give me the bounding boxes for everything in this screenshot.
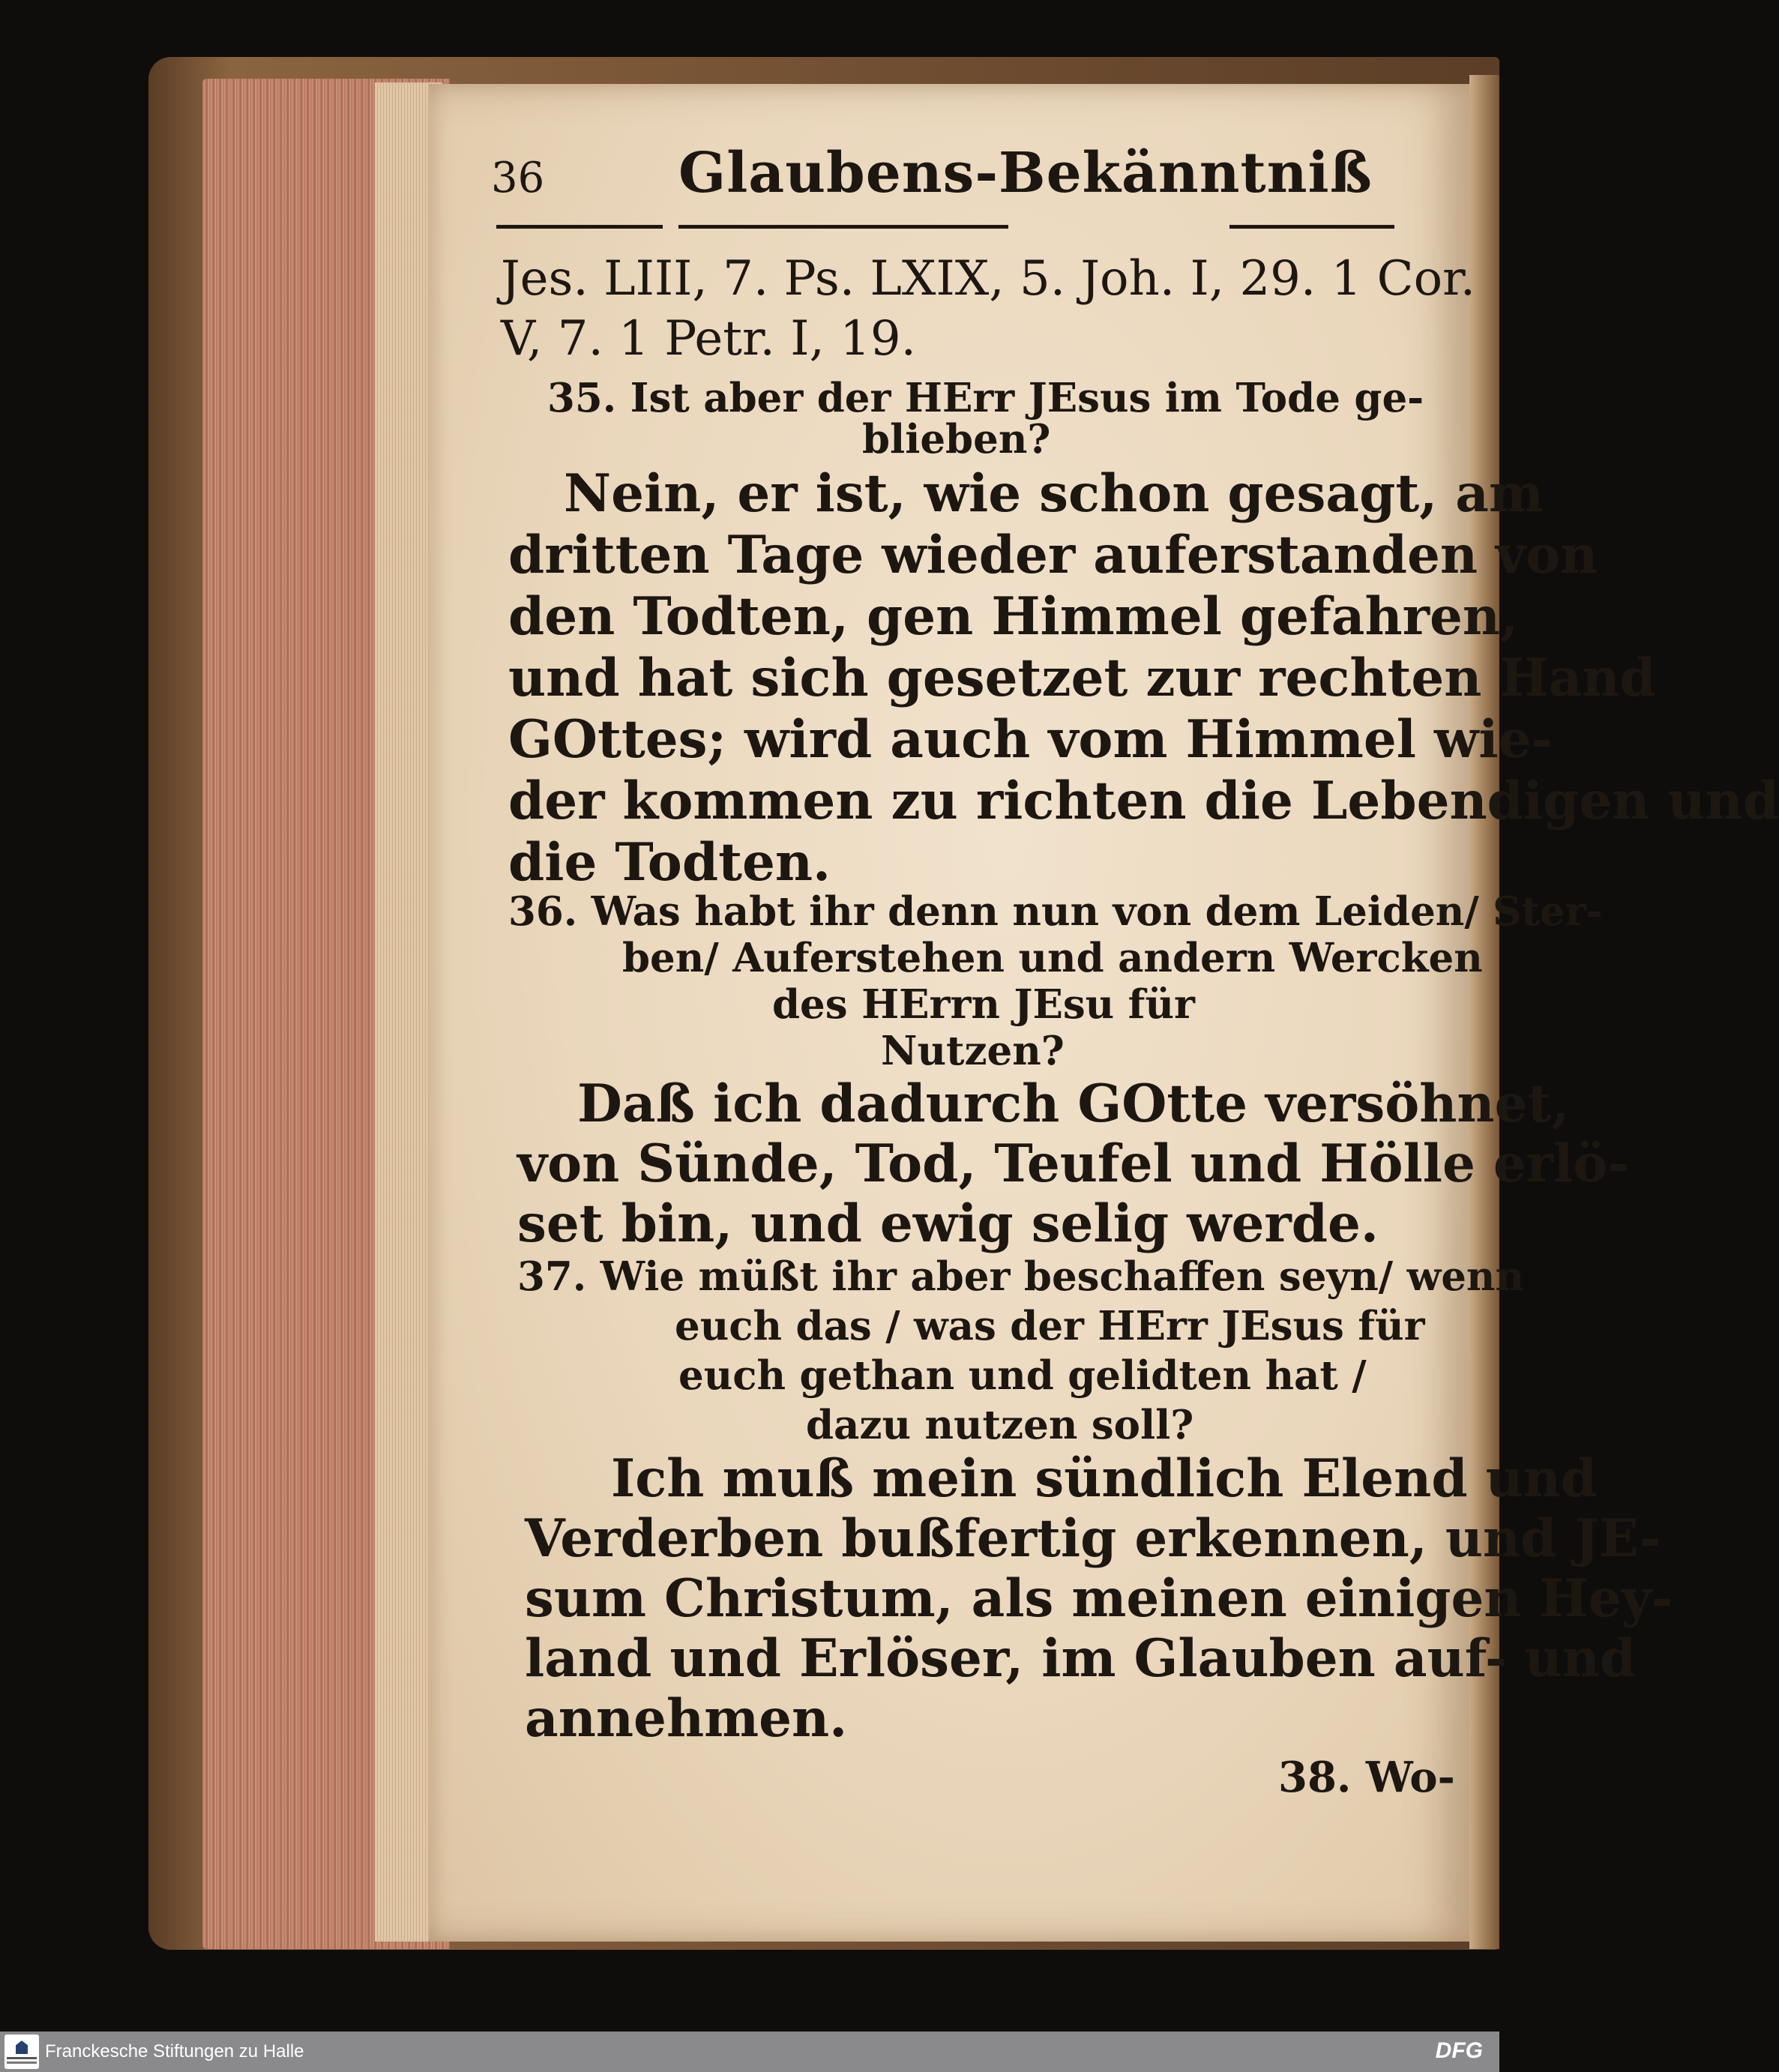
question-36-line: Nutzen?	[881, 1028, 1065, 1074]
funder-logo: DFG	[1435, 2038, 1483, 2063]
question-36-line: ben/ Auferstehen und andern Wercken	[622, 935, 1483, 981]
answer-35-line: die Todten.	[508, 832, 831, 893]
answer-36-line: von Sünde, Tod, Teufel und Hölle erlö-	[517, 1133, 1629, 1194]
question-37-line: euch das / was der HErr JEsus für	[675, 1303, 1425, 1349]
viewer-footer	[0, 2032, 1499, 2072]
answer-37-line: land und Erlöser, im Glauben auf- und	[525, 1628, 1637, 1689]
answer-37-line: sum Christum, als meinen einigen Hey-	[525, 1568, 1673, 1629]
question-35-line: 35. Ist aber der HErr JEsus im Tode ge-	[547, 375, 1424, 421]
answer-36-line: set bin, und ewig selig werde.	[517, 1193, 1379, 1254]
page-number: 36	[491, 154, 545, 202]
answer-35-line: dritten Tage wieder auferstanden von	[508, 525, 1598, 585]
question-37-line: dazu nutzen soll?	[806, 1402, 1194, 1448]
header-rule-right	[1229, 225, 1394, 229]
header-rule-middle	[678, 225, 1008, 229]
question-36-line: 36. Was habt ihr denn nun von dem Leiden/ Ster-	[508, 888, 1603, 935]
institution-logo-icon	[4, 2035, 39, 2069]
running-head: Glaubens-Bekänntniß	[678, 141, 1373, 205]
answer-37-line: Ich muß mein sündlich Elend und	[611, 1448, 1598, 1509]
answer-35-line: der kommen zu richten die Lebendigen und	[508, 771, 1779, 831]
answer-37-line: annehmen.	[525, 1688, 848, 1749]
catchword: 38. Wo-	[1278, 1753, 1455, 1802]
question-35-line: blieben?	[862, 416, 1051, 463]
answer-35-line: den Todten, gen Himmel gefahren,	[508, 586, 1519, 647]
answer-36-line: Daß ich dadurch GOtte versöhnet,	[577, 1073, 1570, 1134]
question-37-line: 37. Wie müßt ihr aber beschaffen seyn/ wenn	[517, 1253, 1524, 1300]
header-rule-left	[496, 225, 663, 229]
question-37-line: euch gethan und gelidten hat /	[678, 1352, 1367, 1399]
citation-line: Jes. LIII, 7. Ps. LXIX, 5. Joh. I, 29. 1 Cor.	[501, 251, 1476, 307]
answer-35-line: GOttes; wird auch vom Himmel wie-	[508, 709, 1553, 770]
answer-37-line: Verderben bußfertig erkennen, und JE-	[525, 1508, 1661, 1569]
question-36-line: des HErrn JEsu für	[772, 981, 1195, 1028]
institution-name: Franckesche Stiftungen zu Halle	[45, 2041, 304, 2062]
answer-35-line: Nein, er ist, wie schon gesagt, am	[564, 463, 1544, 524]
citation-line: V, 7. 1 Petr. I, 19.	[501, 311, 916, 367]
answer-35-line: und hat sich gesetzet zur rechten Hand	[508, 648, 1656, 708]
